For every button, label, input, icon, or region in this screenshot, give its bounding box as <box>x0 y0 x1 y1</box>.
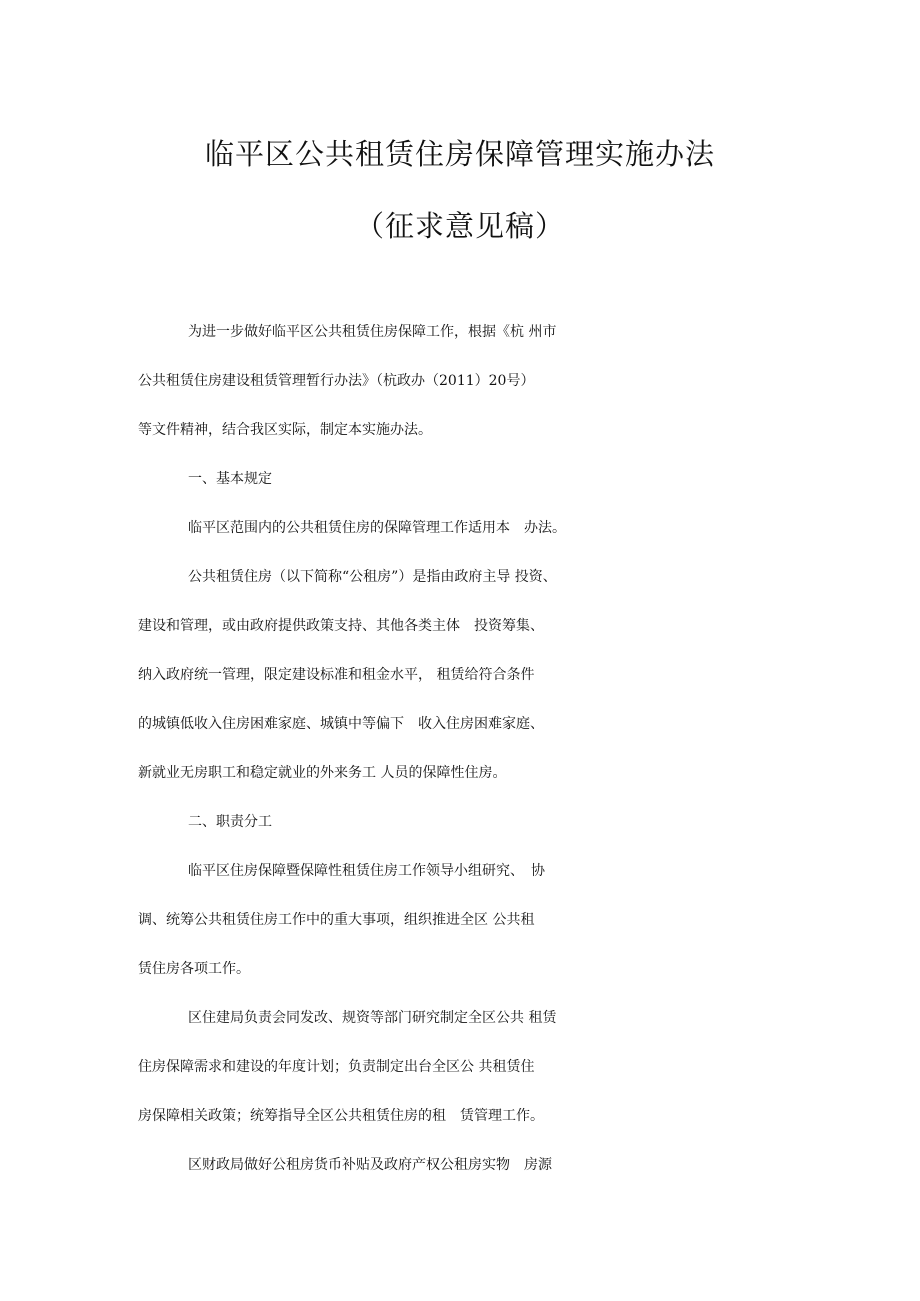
body-line: 纳入政府统一管理，限定建设标准和租金水平， 租赁给符合条件 <box>138 667 535 683</box>
body-line: 临平区住房保障暨保障性租赁住房工作领导小组研究、 协 <box>188 863 545 879</box>
section-heading: 二、职责分工 <box>188 814 272 830</box>
body-line: 公共租赁住房建设租赁管理暂行办法》（杭政办（2011）20号） <box>138 373 535 389</box>
body-line: 临平区范围内的公共租赁住房的保障管理工作适用本 办法。 <box>188 520 566 536</box>
document-subtitle: （征求意见稿） <box>354 209 565 243</box>
body-line: 为进一步做好临平区公共租赁住房保障工作，根据《杭 州市 <box>188 324 557 340</box>
body-line: 房保障相关政策；统筹指导全区公共租赁住房的租 赁管理工作。 <box>138 1108 544 1124</box>
body-line: 的城镇低收入住房困难家庭、城镇中等偏下 收入住房困难家庭、 <box>138 716 544 732</box>
body-line: 区财政局做好公租房货币补贴及政府产权公租房实物 房源 <box>188 1157 552 1173</box>
body-line: 建设和管理，或由政府提供政策支持、其他各类主体 投资筹集、 <box>138 618 544 634</box>
document-title: 临平区公共租赁住房保障管理实施办法 <box>204 137 715 171</box>
section-heading: 一、基本规定 <box>188 471 272 487</box>
body-line: 住房保障需求和建设的年度计划；负责制定出台全区公 共租赁住 <box>138 1059 535 1075</box>
body-line: 区住建局负责会同发改、规资等部门研究制定全区公共 租赁 <box>188 1010 557 1026</box>
body-line: 新就业无房职工和稳定就业的外来务工 人员的保障性住房。 <box>138 765 507 781</box>
body-line: 公共租赁住房（以下简称“公租房”）是指由政府主导 投资、 <box>188 569 557 585</box>
body-line: 赁住房各项工作。 <box>138 961 250 977</box>
body-line: 等文件精神，结合我区实际，制定本实施办法。 <box>138 422 432 438</box>
body-line: 调、统筹公共租赁住房工作中的重大事项，组织推进全区 公共租 <box>138 912 535 928</box>
